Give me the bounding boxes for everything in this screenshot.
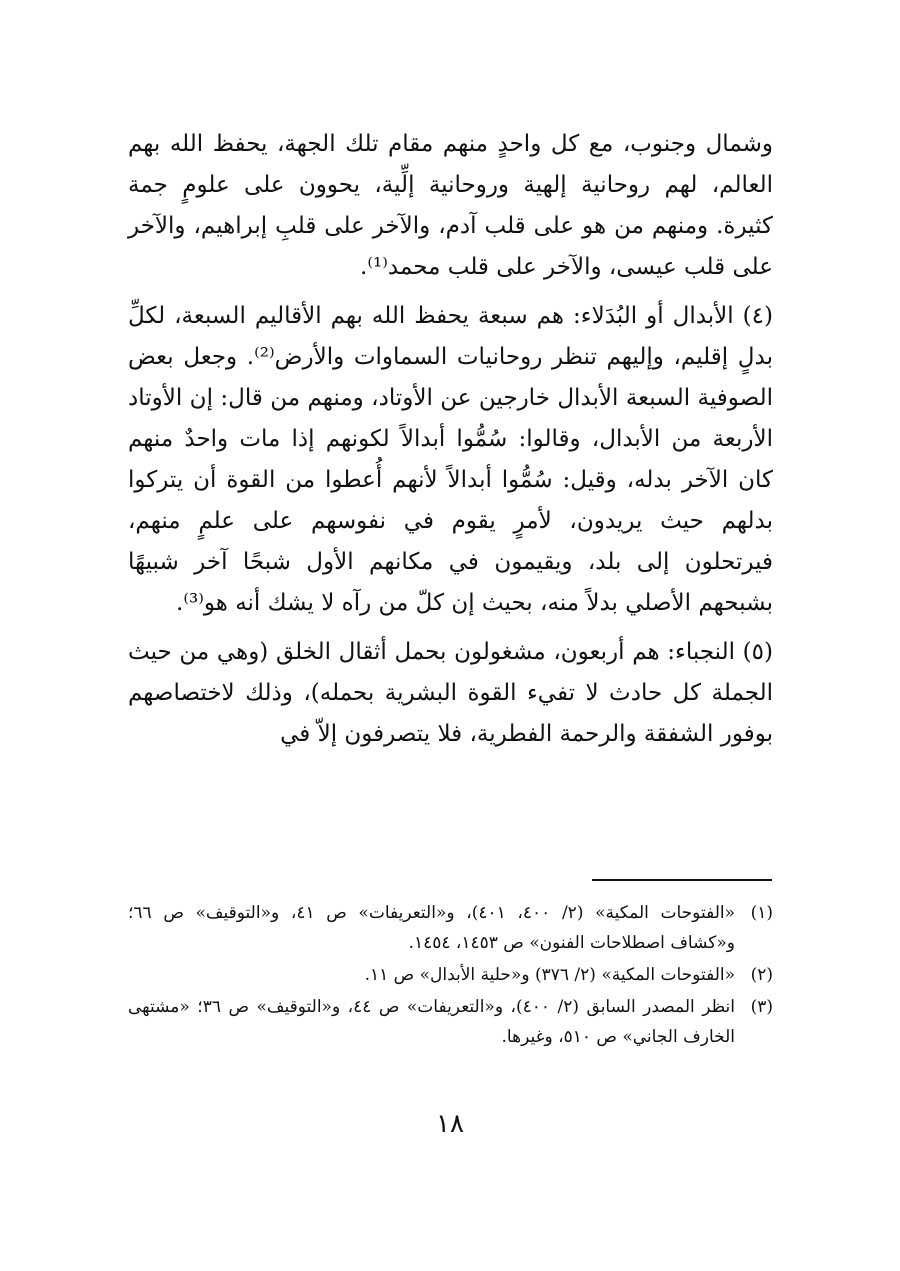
footnote-number: (٢) bbox=[750, 965, 773, 985]
page-number: ١٨ bbox=[436, 1109, 464, 1139]
footnote-1 bbox=[128, 898, 773, 958]
footnote-text: انظر المصدر السابق (٢/ ٤٠٠)، و«التعريفات» ص ٤٤، و«التوقيف» ص ٣٦؛ «مشتهى الخارف الجاني» ص ٥١٠، وغيرها. bbox=[128, 997, 736, 1047]
footnote-3 bbox=[128, 992, 773, 1052]
footnote-text: «الفتوحات المكية» (٢/ ٤٠٠، ٤٠١)، و«التعريفات» ص ٤١، و«التوقيف» ص ٦٦؛ و«كشاف اصطلاحات الفنون» ص ١٤٥٣، ١٤٥٤. bbox=[128, 903, 736, 953]
footnote-number: (٣) bbox=[750, 997, 773, 1017]
footnote-separator bbox=[592, 879, 772, 881]
footnote-number: (١) bbox=[750, 903, 773, 923]
main-text bbox=[128, 124, 773, 755]
paragraph-abdal: (٤) الأبدال أو البُدَلاء: هم سبعة يحفظ الله بهم الأقاليم السبعة، لكلِّ بدلٍ إقليم، وإليهم تنظر روحانيات السماوات والأرض⁽²⁾. وجعل بعض الصوفية السبعة الأبدال خارجين عن الأوتاد، ومنهم من قال: إن الأوتاد الأربعة من الأبدال، وقالوا: سُمُّوا أبدالاً لكونهم إذا مات واحدٌ منهم كان الآخر بدله، وقيل: سُمُّوا أبدالاً لأنهم أُعطوا من القوة أن يتركوا بدلهم حيث يريدون، لأمرٍ يقوم في نفوسهم على علمٍ منهم، فيرتحلون إلى بلد، ويقيمون في مكانهم الأول شبحًا آخر شبيهًا بشبحهم الأصلي بدلاً منه، بحيث إن كلّ من رآه لا يشك أنه هو⁽³⁾. bbox=[128, 303, 773, 616]
footnote-text: «الفتوحات المكية» (٢/ ٣٧٦) و«حلية الأبدال» ص ١١. bbox=[364, 965, 735, 985]
footnote-2 bbox=[128, 960, 773, 990]
footnotes bbox=[128, 898, 773, 1054]
paragraph-nujaba: (٥) النجباء: هم أربعون، مشغولون بحمل أثقال الخلق (وهي من حيث الجملة كل حادث لا تفيء القوة البشرية بحمله)، وذلك لاختصاصهم بوفور الشفقة والرحمة الفطرية، فلا يتصرفون إلاّ في bbox=[128, 639, 773, 747]
paragraph-awtad-continuation: وشمال وجنوب، مع كل واحدٍ منهم مقام تلك الجهة، يحفظ الله بهم العالم، لهم روحانية إلهية وروحانية إلِّية، يحوون على علومٍ جمة كثيرة. ومنهم من هو على قلب آدم، والآخر على قلبِ إبراهيم، والآخر على قلب عيسى، والآخر على قلب محمد⁽¹⁾. bbox=[128, 131, 773, 280]
